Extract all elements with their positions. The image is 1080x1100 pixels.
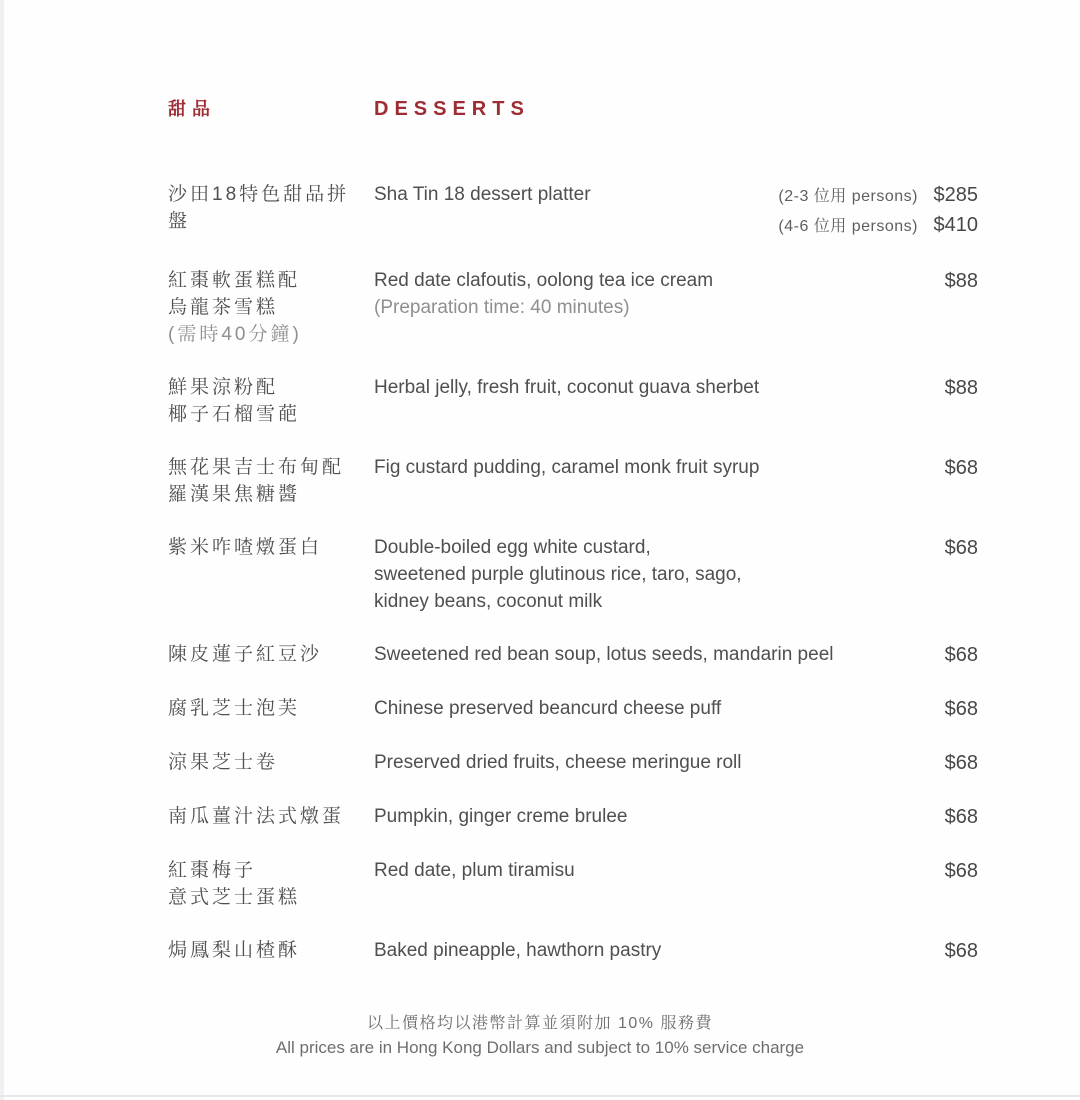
text-line: 涼果芝士卷	[168, 752, 279, 773]
price-amount: $68	[944, 752, 978, 774]
footer-note-chinese: 以上價格均以港幣計算並須附加 10% 服務費	[367, 1015, 713, 1032]
price-line	[778, 211, 978, 241]
item-prices	[932, 374, 978, 402]
text-line: Double-boiled egg white custard,	[374, 537, 651, 558]
page-left-edge	[0, 0, 4, 1100]
text-line: Red date clafoutis, oolong tea ice cream	[374, 270, 714, 291]
menu-item	[168, 857, 978, 911]
text-line: 無花果吉士布甸配	[168, 457, 345, 478]
item-prices	[932, 534, 978, 562]
text-line: sweetened purple glutinous rice, taro, sago,	[374, 564, 742, 585]
price-line	[932, 803, 978, 831]
price-line	[932, 534, 978, 562]
menu-item	[168, 937, 978, 965]
item-description-english	[374, 374, 932, 401]
item-prices	[932, 695, 978, 723]
text-line: Baked pineapple, hawthorn pastry	[374, 940, 662, 961]
price-line	[778, 181, 978, 211]
item-name-chinese	[168, 695, 374, 722]
item-prices	[932, 454, 978, 482]
price-amount: $68	[944, 806, 978, 828]
text-line: 焗鳳梨山楂酥	[168, 940, 301, 961]
price-line	[932, 374, 978, 402]
item-prices	[932, 749, 978, 777]
text-line: Chinese preserved beancurd cheese puff	[374, 698, 722, 719]
section-title-chinese: 甜品	[168, 99, 216, 119]
text-line: kidney beans, coconut milk	[374, 591, 603, 612]
menu-item	[168, 454, 978, 508]
menu-item	[168, 374, 978, 428]
item-prices	[932, 803, 978, 831]
item-name-chinese	[168, 267, 374, 348]
item-description-english	[374, 267, 932, 321]
item-prices	[778, 181, 978, 241]
text-line: Sha Tin 18 dessert platter	[374, 184, 591, 205]
price-line	[932, 454, 978, 482]
item-description-english	[374, 803, 932, 830]
item-description-english	[374, 857, 932, 884]
price-line	[932, 695, 978, 723]
page-bottom-edge	[0, 1095, 1080, 1097]
price-line	[932, 857, 978, 885]
item-description-english	[374, 641, 932, 668]
price-amount: $68	[944, 860, 978, 882]
item-name-chinese	[168, 749, 374, 776]
menu-item	[168, 181, 978, 241]
price-amount: $68	[944, 457, 978, 479]
item-prices	[932, 937, 978, 965]
price-line	[932, 937, 978, 965]
item-name-chinese	[168, 803, 374, 830]
text-line: (需時40分鐘)	[168, 324, 302, 345]
footer-note-english: All prices are in Hong Kong Dollars and subject to 10% service charge	[275, 1038, 805, 1057]
section-title-english: DESSERTS	[374, 98, 530, 120]
text-line: Fig custard pudding, caramel monk fruit syrup	[374, 457, 760, 478]
text-line: 椰子石榴雪葩	[168, 404, 301, 425]
menu-item	[168, 641, 978, 669]
text-line: 意式芝士蛋糕	[168, 887, 301, 908]
menu-item	[168, 267, 978, 348]
text-line: Pumpkin, ginger creme brulee	[374, 806, 628, 827]
text-line: Red date, plum tiramisu	[374, 860, 575, 881]
item-name-chinese	[168, 454, 374, 508]
text-line: 陳皮蓮子紅豆沙	[168, 644, 323, 665]
text-line: 羅漢果焦糖醬	[168, 484, 301, 505]
price-amount: $88	[944, 270, 978, 292]
item-prices	[932, 267, 978, 295]
price-amount: $68	[944, 644, 978, 666]
price-persons-label: (4-6 位用 persons)	[778, 218, 918, 235]
price-amount: $410	[933, 214, 978, 236]
price-persons-label: (2-3 位用 persons)	[778, 188, 918, 205]
item-name-chinese	[168, 641, 374, 668]
item-name-chinese	[168, 937, 374, 964]
text-line: 南瓜薑汁法式燉蛋	[168, 806, 345, 827]
item-name-chinese	[168, 181, 374, 235]
menu-item	[168, 534, 978, 615]
text-line: Herbal jelly, fresh fruit, coconut guava sherbet	[374, 377, 760, 398]
item-description-english	[374, 749, 932, 776]
text-line: 鮮果涼粉配	[168, 377, 279, 398]
text-line: 沙田18特色甜品拼盤	[168, 184, 350, 232]
price-amount: $88	[944, 377, 978, 399]
menu-item	[168, 803, 978, 831]
text-line: Preserved dried fruits, cheese meringue roll	[374, 752, 742, 773]
menu-item	[168, 695, 978, 723]
menu-item	[168, 749, 978, 777]
item-name-chinese	[168, 374, 374, 428]
price-amount: $68	[944, 940, 978, 962]
text-line: 紅棗梅子	[168, 860, 257, 881]
price-amount: $68	[944, 698, 978, 720]
text-line: 紅棗軟蛋糕配	[168, 270, 301, 291]
price-line	[932, 267, 978, 295]
text-line: 紫米咋喳燉蛋白	[168, 537, 323, 558]
menu-item-list	[168, 181, 978, 965]
item-description-english	[374, 181, 778, 208]
text-line: Sweetened red bean soup, lotus seeds, mandarin peel	[374, 644, 834, 665]
item-name-chinese	[168, 534, 374, 561]
price-amount: $68	[944, 537, 978, 559]
menu-header	[168, 96, 978, 123]
item-description-english	[374, 937, 932, 964]
item-prices	[932, 641, 978, 669]
price-line	[932, 749, 978, 777]
menu-footer	[0, 1011, 1080, 1060]
text-line: 烏龍茶雪糕	[168, 297, 279, 318]
item-description-english	[374, 534, 932, 615]
text-line: (Preparation time: 40 minutes)	[374, 297, 630, 318]
item-description-english	[374, 454, 932, 481]
item-description-english	[374, 695, 932, 722]
price-amount: $285	[933, 184, 978, 206]
item-name-chinese	[168, 857, 374, 911]
item-prices	[932, 857, 978, 885]
text-line: 腐乳芝士泡芙	[168, 698, 301, 719]
price-line	[932, 641, 978, 669]
